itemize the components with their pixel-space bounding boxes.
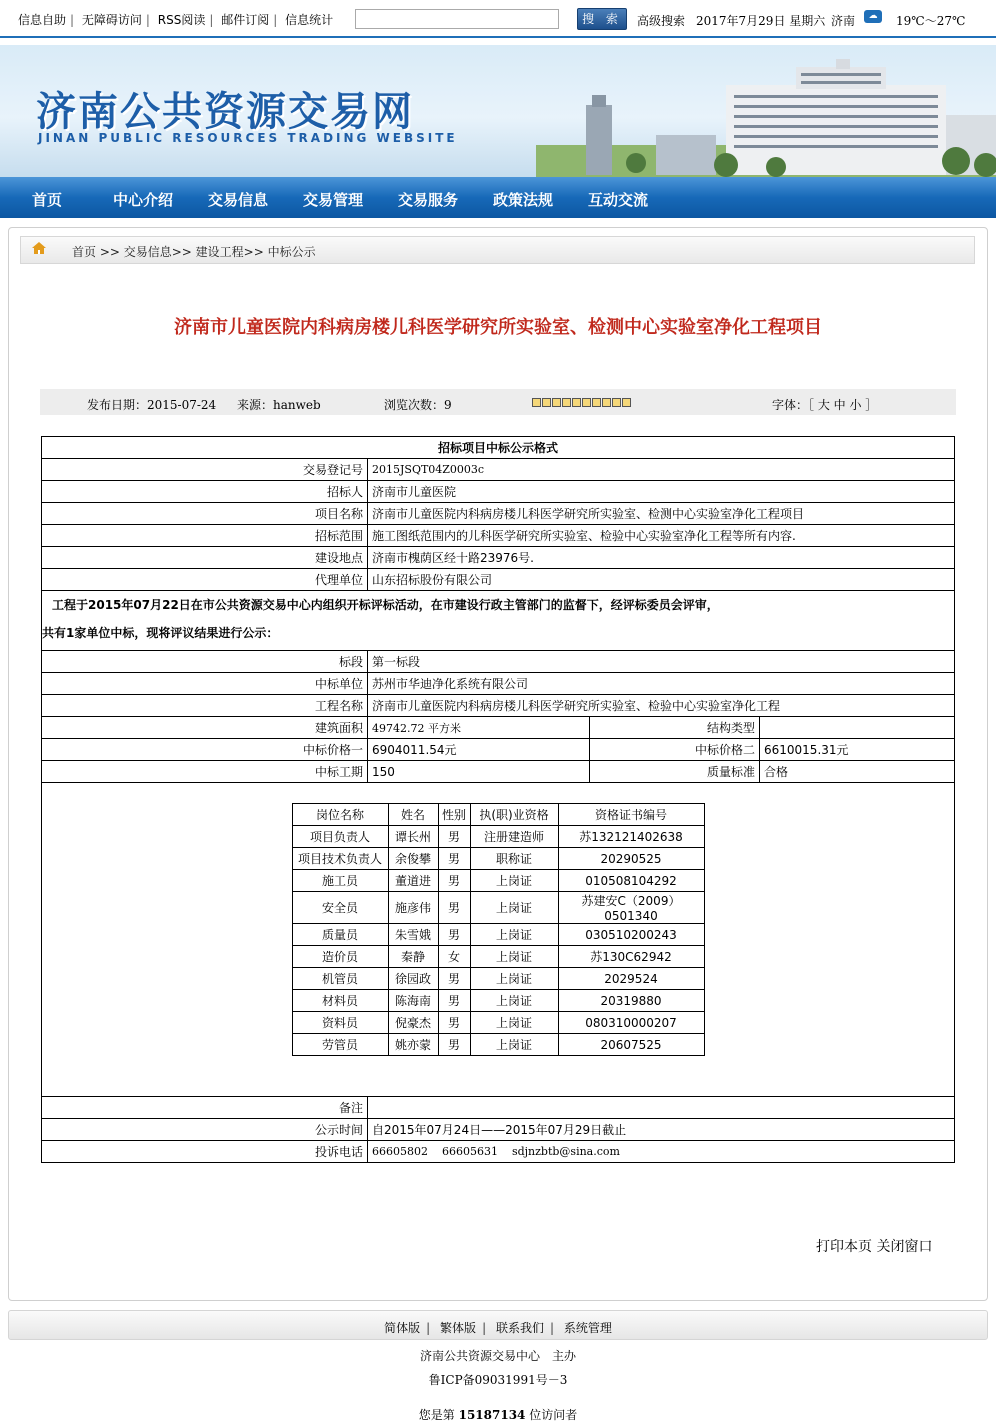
row-value: 济南市儿童医院 [368, 481, 955, 503]
table-row [42, 591, 955, 651]
nav-about[interactable]: 中心介绍 [113, 191, 174, 209]
staff-header: 岗位名称 [292, 804, 388, 826]
complaint-phone-label: 投诉电话 [42, 1141, 368, 1163]
staff-qualification: 上岗证 [470, 870, 558, 892]
announcement-line-1: 工程于2015年07月22日在市公共资源交易中心内组织开标评标活动，在市建设行政主管部门的监督下，经评标委员会评审， [52, 598, 719, 612]
table-row [42, 503, 955, 525]
search-input[interactable] [355, 9, 559, 29]
notice-period-value: 自2015年07月24日——2015年07月29日截止 [368, 1119, 955, 1141]
staff-row [292, 946, 704, 968]
top-link-rss[interactable]: RSS阅读 [157, 13, 206, 27]
remark-label: 备注 [42, 1097, 368, 1119]
top-links: 信息自助 | 无障碍访问 | RSS阅读 | 邮件订阅 | 信息统计 [18, 13, 334, 27]
row-value: 济南市儿童医院内科病房楼儿科医学研究所实验室、检验中心实验室净化工程 [368, 695, 955, 717]
top-link-mail[interactable]: 邮件订阅 [221, 13, 270, 27]
staff-cert: 20607525 [558, 1034, 704, 1056]
nav-trade-manage[interactable]: 交易管理 [303, 191, 364, 209]
building-illustration [536, 45, 996, 177]
area-value: 49742.72 平方米 [368, 717, 590, 739]
page-title: 济南市儿童医院内科病房楼儿科医学研究所实验室、检测中心实验室净化工程项目 [174, 317, 822, 338]
table-row [42, 1141, 955, 1163]
staff-role: 造价员 [292, 946, 388, 968]
table-header: 招标项目中标公示格式 [42, 437, 955, 459]
table-row [42, 569, 955, 591]
visitor-prefix: 您是第 [418, 1408, 455, 1422]
price2-label: 中标价格二 [590, 739, 760, 761]
table-row [42, 1097, 955, 1119]
footer-link-admin[interactable]: 系统管理 [563, 1321, 612, 1335]
notice-period-label: 公示时间 [42, 1119, 368, 1141]
complaint-phone-value: 66605802 66605631 sdjnzbtb@sina.com [368, 1141, 955, 1163]
cloud-icon: ☁ [864, 10, 882, 23]
staff-qualification: 上岗证 [470, 1012, 558, 1034]
top-link-accessibility[interactable]: 无障碍访问 [81, 13, 142, 27]
staff-role: 项目技术负责人 [292, 848, 388, 870]
announcement-paragraph [42, 591, 955, 651]
area-label: 建筑面积 [42, 717, 368, 739]
row-label: 项目名称 [42, 503, 368, 525]
structure-value [760, 717, 955, 739]
table-row [42, 481, 955, 503]
staff-cert: 010508104292 [558, 870, 704, 892]
home-icon [32, 242, 46, 254]
footer-links: 简体版 | 繁体版 | 联系我们 | 系统管理 [384, 1321, 612, 1335]
table-row [42, 761, 955, 783]
staff-name: 谭长州 [388, 826, 438, 848]
top-link-stats[interactable]: 信息统计 [285, 13, 334, 27]
price1-label: 中标价格一 [42, 739, 368, 761]
table-row [42, 1119, 955, 1141]
weather-temperature: 19℃～27℃ [896, 14, 966, 28]
row-label: 招标人 [42, 481, 368, 503]
price2-value: 6610015.31元 [760, 739, 955, 761]
structure-label: 结构类型 [590, 717, 760, 739]
row-label: 交易登记号 [42, 459, 368, 481]
row-label: 工程名称 [42, 695, 368, 717]
period-label: 中标工期 [42, 761, 368, 783]
font-size-switcher[interactable]: 字体：［ 大 中 小 ］ [772, 398, 878, 412]
staff-row [292, 1012, 704, 1034]
quality-value: 合格 [760, 761, 955, 783]
nav-interaction[interactable]: 互动交流 [588, 191, 649, 209]
rating-squares [532, 396, 632, 410]
staff-cert: 苏建安C（2009）0501340 [558, 892, 704, 924]
staff-table [292, 803, 705, 1056]
staff-role: 质量员 [292, 924, 388, 946]
staff-row [292, 892, 704, 924]
row-value: 济南市槐荫区经十路23976号. [368, 547, 955, 569]
close-window-button[interactable]: 关闭窗口 [876, 1239, 933, 1255]
staff-qualification: 上岗证 [470, 968, 558, 990]
view-count: 浏览次数：9 [384, 398, 452, 412]
staff-name: 施彦伟 [388, 892, 438, 924]
staff-row [292, 968, 704, 990]
row-label: 代理单位 [42, 569, 368, 591]
row-value: 苏州市华迪净化系统有限公司 [368, 673, 955, 695]
staff-cert: 080310000207 [558, 1012, 704, 1034]
table-row [42, 459, 955, 481]
staff-gender: 男 [438, 870, 470, 892]
staff-header: 执(职)业资格 [470, 804, 558, 826]
footer-icp: 鲁ICP备09031991号－3 [428, 1373, 568, 1387]
staff-role: 劳管员 [292, 1034, 388, 1056]
staff-cert: 2029524 [558, 968, 704, 990]
staff-gender: 男 [438, 826, 470, 848]
staff-row [292, 924, 704, 946]
site-subtitle: JINAN PUBLIC RESOURCES TRADING WEBSITE [38, 131, 458, 145]
search-button[interactable]: 搜 索 [577, 8, 627, 30]
table-row [42, 739, 955, 761]
staff-role: 资料员 [292, 1012, 388, 1034]
row-label: 建设地点 [42, 547, 368, 569]
staff-name: 倪豪杰 [388, 1012, 438, 1034]
table-row [42, 651, 955, 673]
table-row [42, 783, 955, 1097]
breadcrumb[interactable]: 首页 >> 交易信息>> 建设工程>> 中标公示 [72, 245, 316, 259]
staff-header-row [292, 804, 704, 826]
staff-role: 安全员 [292, 892, 388, 924]
staff-qualification: 上岗证 [470, 990, 558, 1012]
staff-gender: 男 [438, 1034, 470, 1056]
nav-trade-info[interactable]: 交易信息 [208, 191, 269, 209]
staff-qualification: 注册建造师 [470, 826, 558, 848]
row-value: 施工图纸范围内的儿科医学研究所实验室、检验中心实验室净化工程等所有内容. [368, 525, 955, 547]
visitor-counter [0, 1406, 996, 1423]
staff-qualification: 上岗证 [470, 1034, 558, 1056]
footer-link-traditional[interactable]: 繁体版 [440, 1321, 477, 1335]
staff-header: 资格证书编号 [558, 804, 704, 826]
staff-name: 陈海南 [388, 990, 438, 1012]
table-row [42, 717, 955, 739]
staff-name: 秦静 [388, 946, 438, 968]
current-date: 2017年7月29日 星期六 [696, 14, 826, 28]
staff-qualification: 上岗证 [470, 924, 558, 946]
publish-date: 发布日期：2015-07-24 [87, 398, 217, 412]
visitor-suffix: 位访问者 [529, 1408, 578, 1422]
print-button[interactable]: 打印本页 [816, 1239, 872, 1255]
table-row [42, 525, 955, 547]
visitor-count: 15187134 [458, 1408, 526, 1422]
staff-name: 姚亦蒙 [388, 1034, 438, 1056]
footer-link-contact[interactable]: 联系我们 [495, 1321, 544, 1335]
table-row [42, 673, 955, 695]
staff-cert: 20290525 [558, 848, 704, 870]
footer-host: 济南公共资源交易中心 主办 [419, 1349, 576, 1363]
staff-header: 姓名 [388, 804, 438, 826]
site-banner [0, 45, 996, 177]
staff-name: 余俊攀 [388, 848, 438, 870]
staff-row [292, 990, 704, 1012]
staff-row [292, 1034, 704, 1056]
staff-row [292, 826, 704, 848]
staff-header: 性别 [438, 804, 470, 826]
row-label: 标段 [42, 651, 368, 673]
row-value: 济南市儿童医院内科病房楼儿科医学研究所实验室、检测中心实验室净化工程项目 [368, 503, 955, 525]
staff-cert: 苏132121402638 [558, 826, 704, 848]
nav-policy[interactable]: 政策法规 [493, 191, 554, 209]
staff-role: 施工员 [292, 870, 388, 892]
award-table [41, 436, 955, 1163]
period-value: 150 [368, 761, 590, 783]
advanced-search-link[interactable]: 高级搜索 [637, 14, 686, 28]
staff-row [292, 870, 704, 892]
main-nav [0, 177, 996, 218]
footer-link-simplified[interactable]: 简体版 [384, 1321, 421, 1335]
staff-cert: 030510200243 [558, 924, 704, 946]
staff-gender: 女 [438, 946, 470, 968]
row-value: 第一标段 [368, 651, 955, 673]
nav-trade-service[interactable]: 交易服务 [398, 191, 459, 209]
row-value: 2015JSQT04Z0003c [368, 459, 955, 481]
price1-value: 6904011.54元 [368, 739, 590, 761]
staff-cell [42, 783, 955, 1097]
staff-role: 机管员 [292, 968, 388, 990]
row-value: 山东招标股份有限公司 [368, 569, 955, 591]
page-actions [816, 1236, 932, 1256]
top-link-self-service[interactable]: 信息自助 [18, 13, 67, 27]
staff-gender: 男 [438, 968, 470, 990]
staff-name: 董道进 [388, 870, 438, 892]
staff-gender: 男 [438, 1012, 470, 1034]
table-row [42, 547, 955, 569]
staff-gender: 男 [438, 848, 470, 870]
staff-name: 徐园政 [388, 968, 438, 990]
staff-gender: 男 [438, 990, 470, 1012]
announcement-line-2: 共有1家单位中标，现将评议结果进行公示： [42, 626, 279, 640]
staff-cert: 苏130C62942 [558, 946, 704, 968]
row-label: 中标单位 [42, 673, 368, 695]
nav-home[interactable]: 首页 [32, 191, 63, 209]
staff-cert: 20319880 [558, 990, 704, 1012]
weather-city: 济南 [831, 14, 856, 28]
remark-value [368, 1097, 955, 1119]
staff-qualification: 上岗证 [470, 946, 558, 968]
staff-gender: 男 [438, 924, 470, 946]
staff-name: 朱雪娥 [388, 924, 438, 946]
staff-gender: 男 [438, 892, 470, 924]
article-source: 来源：hanweb [237, 398, 321, 412]
top-bar [0, 0, 996, 38]
row-label: 招标范围 [42, 525, 368, 547]
staff-row [292, 848, 704, 870]
staff-role: 项目负责人 [292, 826, 388, 848]
staff-role: 材料员 [292, 990, 388, 1012]
staff-qualification: 职称证 [470, 848, 558, 870]
site-title: 济南公共资源交易网 [36, 89, 414, 135]
staff-qualification: 上岗证 [470, 892, 558, 924]
table-row [42, 695, 955, 717]
quality-label: 质量标准 [590, 761, 760, 783]
